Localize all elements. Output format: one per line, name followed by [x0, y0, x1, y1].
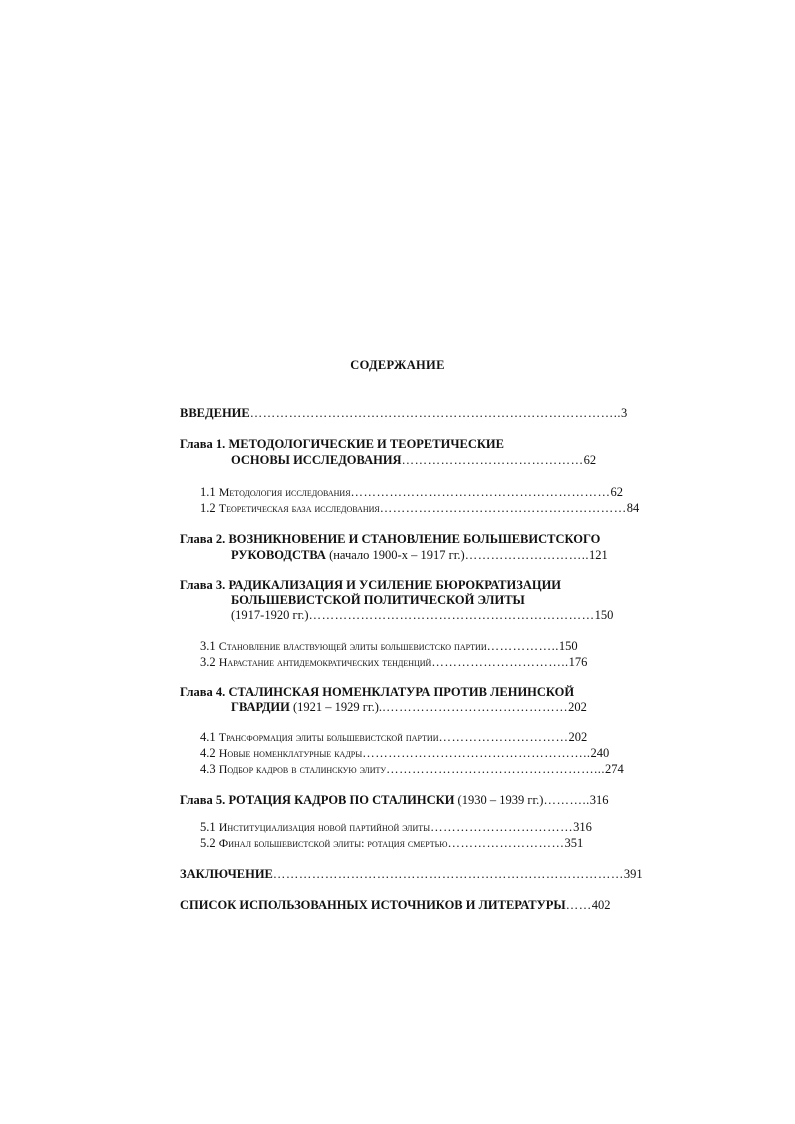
toc-section-4-1[interactable]	[200, 729, 630, 745]
entry-page: 84	[626, 501, 640, 515]
chapter-prefix: Глава 1.	[180, 437, 226, 451]
entry-page: 391	[623, 867, 643, 881]
entry-dots: ……………..	[486, 639, 559, 653]
entry-page: 240	[590, 746, 610, 760]
entry-dots: ………………………..	[464, 548, 589, 562]
entry-dots: …………………………………………………	[379, 501, 627, 515]
entry-page: 150	[558, 639, 578, 653]
entry-dots: ………..	[543, 793, 590, 807]
chapter-title: РАДИКАЛИЗАЦИЯ И УСИЛЕНИЕ БЮРОКРАТИЗАЦИИ	[228, 578, 562, 592]
section-num: 1.2	[200, 501, 216, 515]
section-num: 3.1	[200, 639, 216, 653]
chapter-prefix: Глава 4.	[180, 685, 226, 699]
toc-section-1-1[interactable]	[200, 484, 630, 500]
toc-entry-chapter-3-dates[interactable]	[231, 607, 631, 623]
entry-dots: ……………………………	[430, 820, 574, 834]
chapter-title: ВОЗНИКНОВЕНИЕ И СТАНОВЛЕНИЕ БОЛЬШЕВИСТСКОГО	[228, 532, 601, 546]
toc-section-4-3[interactable]	[200, 761, 630, 777]
section-label: Подбор кадров в сталинскую элиту	[218, 762, 387, 776]
entry-dots: ……………………………………………………	[350, 485, 611, 499]
toc-section-3-2[interactable]	[200, 654, 630, 670]
chapter-title: СТАЛИНСКАЯ НОМЕНКЛАТУРА ПРОТИВ ЛЕНИНСКОЙ	[228, 685, 575, 699]
toc-entry-chapter-2[interactable]	[180, 531, 630, 547]
section-num: 5.2	[200, 836, 216, 850]
chapter-title-cont: БОЛЬШЕВИСТСКОЙ ПОЛИТИЧЕСКОЙ ЭЛИТЫ	[231, 593, 525, 607]
toc-section-4-2[interactable]	[200, 745, 630, 761]
entry-dots: …………………………	[438, 730, 569, 744]
entry-dots: ……………………………………	[401, 453, 584, 467]
chapter-title: МЕТОДОЛОГИЧЕСКИЕ И ТЕОРЕТИЧЕСКИЕ	[228, 437, 504, 451]
entry-dots: …………………………………………………………	[308, 608, 595, 622]
entry-page: 274	[604, 762, 624, 776]
entry-page: 202	[568, 700, 587, 714]
entry-dots: …………………………..	[431, 655, 569, 669]
section-num: 3.2	[200, 655, 216, 669]
toc-section-5-1[interactable]	[200, 819, 630, 835]
chapter-prefix: Глава 3.	[180, 578, 226, 592]
toc-section-5-2[interactable]	[200, 835, 630, 851]
entry-page: 62	[610, 485, 624, 499]
entry-page: 62	[583, 453, 597, 467]
entry-dots: …………………………………………...	[386, 762, 605, 776]
entry-page: 176	[568, 655, 588, 669]
toc-entry-chapter-1[interactable]	[180, 436, 630, 452]
toc-section-3-1[interactable]	[200, 638, 630, 654]
section-num: 1.1	[200, 485, 216, 499]
toc-entry-chapter-4[interactable]	[180, 684, 630, 700]
entry-page: 202	[568, 730, 588, 744]
section-label: Методология исследования	[218, 485, 351, 499]
entry-label: ВВЕДЕНИЕ	[180, 406, 250, 420]
entry-label: ЗАКЛЮЧЕНИЕ	[180, 867, 273, 881]
toc-entry-chapter-3[interactable]	[180, 577, 630, 593]
entry-dots: ……………………………………………..	[362, 746, 591, 760]
section-label: Нарастание антидемократических тенденций	[218, 655, 432, 669]
chapter-title-cont: ОСНОВЫ ИССЛЕДОВАНИЯ	[231, 453, 402, 467]
section-num: 4.1	[200, 730, 216, 744]
section-label: Теоретическая база исследования	[218, 501, 380, 515]
entry-page: 316	[573, 820, 592, 834]
toc-entry-chapter-4-cont[interactable]	[231, 699, 631, 715]
section-label: Финал большевистской элиты: ротация смертью	[218, 836, 448, 850]
section-label: Институциализация новой партийной элиты	[218, 820, 431, 834]
entry-page: 3	[620, 406, 628, 420]
chapter-prefix: Глава 5.	[180, 793, 226, 807]
chapter-dates: (начало 1900-х – 1917 гг.)	[329, 548, 465, 562]
chapter-title: РОТАЦИЯ КАДРОВ ПО СТАЛИНСКИ	[228, 793, 455, 807]
section-label: Трансформация элиты большевистской партии	[218, 730, 439, 744]
toc-entry-chapter-3-cont	[231, 592, 631, 608]
toc-entry-chapter-1-cont[interactable]	[231, 452, 631, 468]
entry-label: СПИСОК ИСПОЛЬЗОВАННЫХ ИСТОЧНИКОВ И ЛИТЕРАТУРЫ	[180, 898, 566, 912]
entry-dots: ………………………………………………………………………	[272, 867, 624, 881]
entry-dots: …………………………………………………………………………..	[249, 406, 621, 420]
entry-dots: ..……………………………………	[378, 700, 569, 714]
entry-dots: ………………………	[447, 836, 565, 850]
chapter-dates: (1930 – 1939 гг.)	[457, 793, 544, 807]
toc-entry-intro[interactable]	[180, 405, 630, 421]
toc-section-1-2[interactable]	[200, 500, 640, 516]
entry-page: 351	[564, 836, 584, 850]
section-num: 4.2	[200, 746, 216, 760]
entry-page: 402	[591, 898, 611, 912]
entry-dots: ……	[565, 898, 592, 912]
section-label: Становление властвующей элиты большевистско партии	[218, 639, 487, 653]
chapter-dates: (1917-1920 гг.)	[231, 608, 309, 622]
chapter-title-cont: РУКОВОДСТВА	[231, 548, 326, 562]
section-num: 5.1	[200, 820, 216, 834]
chapter-dates: (1921 – 1929 гг.)	[293, 700, 379, 714]
toc-entry-chapter-5[interactable]	[180, 792, 630, 808]
chapter-prefix: Глава 2.	[180, 532, 226, 546]
entry-page: 316	[589, 793, 609, 807]
chapter-title-cont: ГВАРДИИ	[231, 700, 290, 714]
entry-page: 150	[594, 608, 614, 622]
section-num: 4.3	[200, 762, 216, 776]
contents-title: СОДЕРЖАНИЕ	[350, 358, 445, 372]
entry-page: 121	[588, 548, 608, 562]
section-label: Новые номенклатурные кадры	[218, 746, 363, 760]
toc-entry-chapter-2-cont[interactable]	[231, 547, 631, 563]
toc-entry-conclusion[interactable]	[180, 866, 643, 882]
toc-entry-sources[interactable]	[180, 897, 640, 913]
